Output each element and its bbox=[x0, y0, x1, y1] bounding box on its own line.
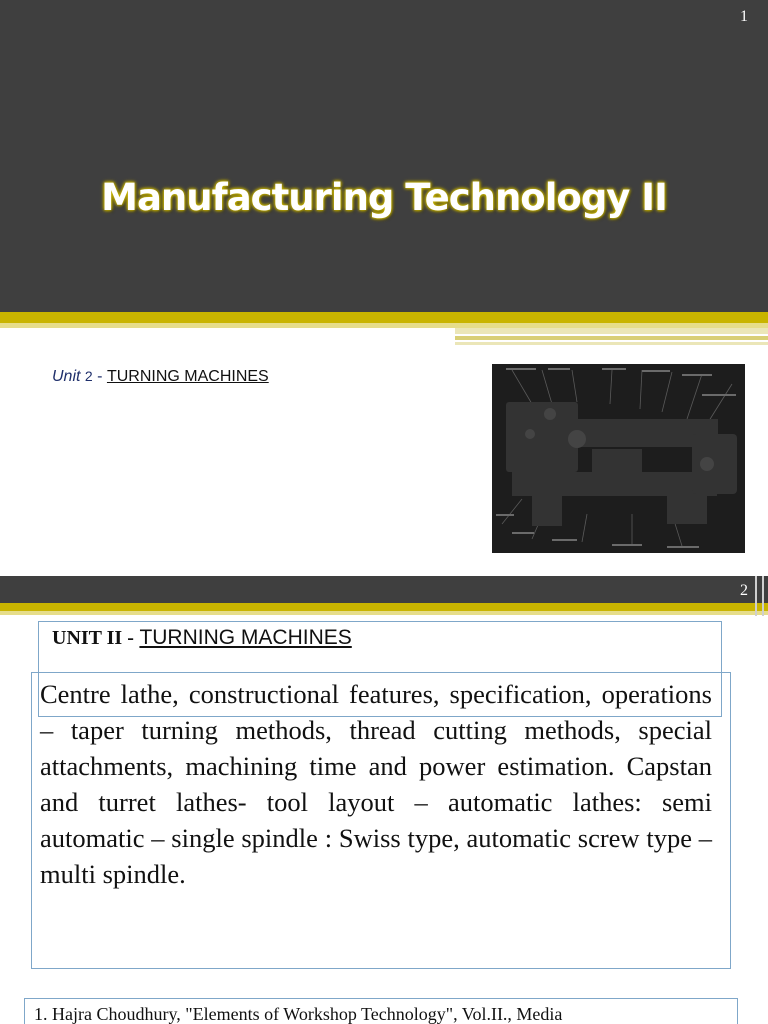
edge-line bbox=[755, 576, 757, 616]
unit-word: Unit bbox=[52, 368, 81, 385]
reference-text: 1. Hajra Choudhury, "Elements of Workshop Technology", Vol.II., Media bbox=[34, 1004, 563, 1024]
unit-label: UNIT II - bbox=[52, 627, 134, 649]
slide-title: Manufacturing Technology II bbox=[101, 176, 667, 219]
unit-subtitle bbox=[52, 368, 269, 386]
lathe-machine-image bbox=[492, 364, 745, 553]
gold-stripe bbox=[0, 312, 768, 323]
unit-heading bbox=[52, 626, 352, 650]
light-gold-stripe bbox=[0, 611, 768, 615]
unit-number: 2 bbox=[84, 368, 93, 384]
unit-separator: - bbox=[97, 368, 103, 385]
slide-number: 1 bbox=[740, 8, 748, 25]
header-band bbox=[0, 576, 768, 603]
unit-topic: TURNING MACHINES bbox=[106, 368, 269, 385]
thin-gold-stripe bbox=[455, 336, 768, 340]
syllabus-text: Centre lathe, constructional features, specification, operations – taper turning methods, thread cutting methods, special attachments, machining time and power estimation. Capstan and turret lathes- tool layout – automatic lathes: semi automatic – single spindle : Swiss type, automatic screw type – multi spindle. bbox=[40, 679, 712, 889]
title-band bbox=[0, 0, 768, 312]
gold-stripe bbox=[0, 603, 768, 611]
slide-number: 2 bbox=[740, 582, 748, 599]
pale-stripe bbox=[455, 328, 768, 334]
thin-pale-stripe bbox=[455, 342, 768, 345]
edge-line bbox=[762, 576, 764, 616]
slide-2 bbox=[0, 576, 768, 1024]
unit-topic: TURNING MACHINES bbox=[139, 626, 352, 649]
